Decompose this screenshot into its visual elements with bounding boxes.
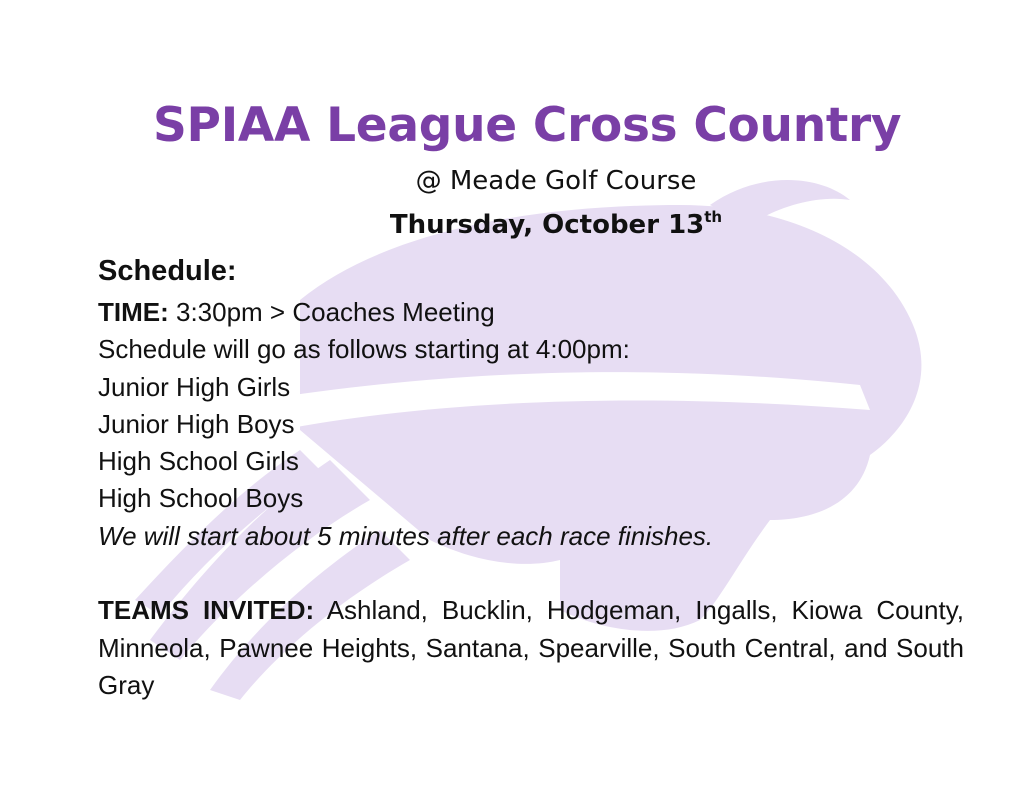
time-label: TIME: xyxy=(98,297,169,327)
event-date xyxy=(0,210,1024,240)
page-title: SPIAA League Cross Country xyxy=(153,98,902,153)
time-value: 3:30pm > Coaches Meeting xyxy=(168,297,495,327)
race-item: High School Boys xyxy=(98,483,304,514)
teams-label: TEAMS INVITED: xyxy=(98,595,315,626)
race-item: Junior High Boys xyxy=(98,408,295,439)
teams-invited xyxy=(98,592,964,704)
schedule-body xyxy=(98,294,964,704)
schedule-intro: Schedule will go as follows starting at 4:00pm: xyxy=(98,334,630,365)
race-item: High School Girls xyxy=(98,446,299,477)
spacer xyxy=(98,555,964,592)
schedule-note: We will start about 5 minutes after each race finishes. xyxy=(98,520,714,551)
event-date-text: Thursday, October 13 xyxy=(389,210,705,240)
venue-line: @ Meade Golf Course xyxy=(415,166,697,196)
schedule-heading: Schedule: xyxy=(98,255,237,287)
race-item: Junior High Girls xyxy=(98,371,291,402)
teams-list: Ashland, Bucklin, Hodgeman, Ingalls, Kiowa County, Minneola, Pawnee Heights, Santana, Spearville, South Central, and South Gray xyxy=(98,595,964,700)
time-line xyxy=(98,294,964,331)
event-date-suffix: th xyxy=(704,208,723,226)
